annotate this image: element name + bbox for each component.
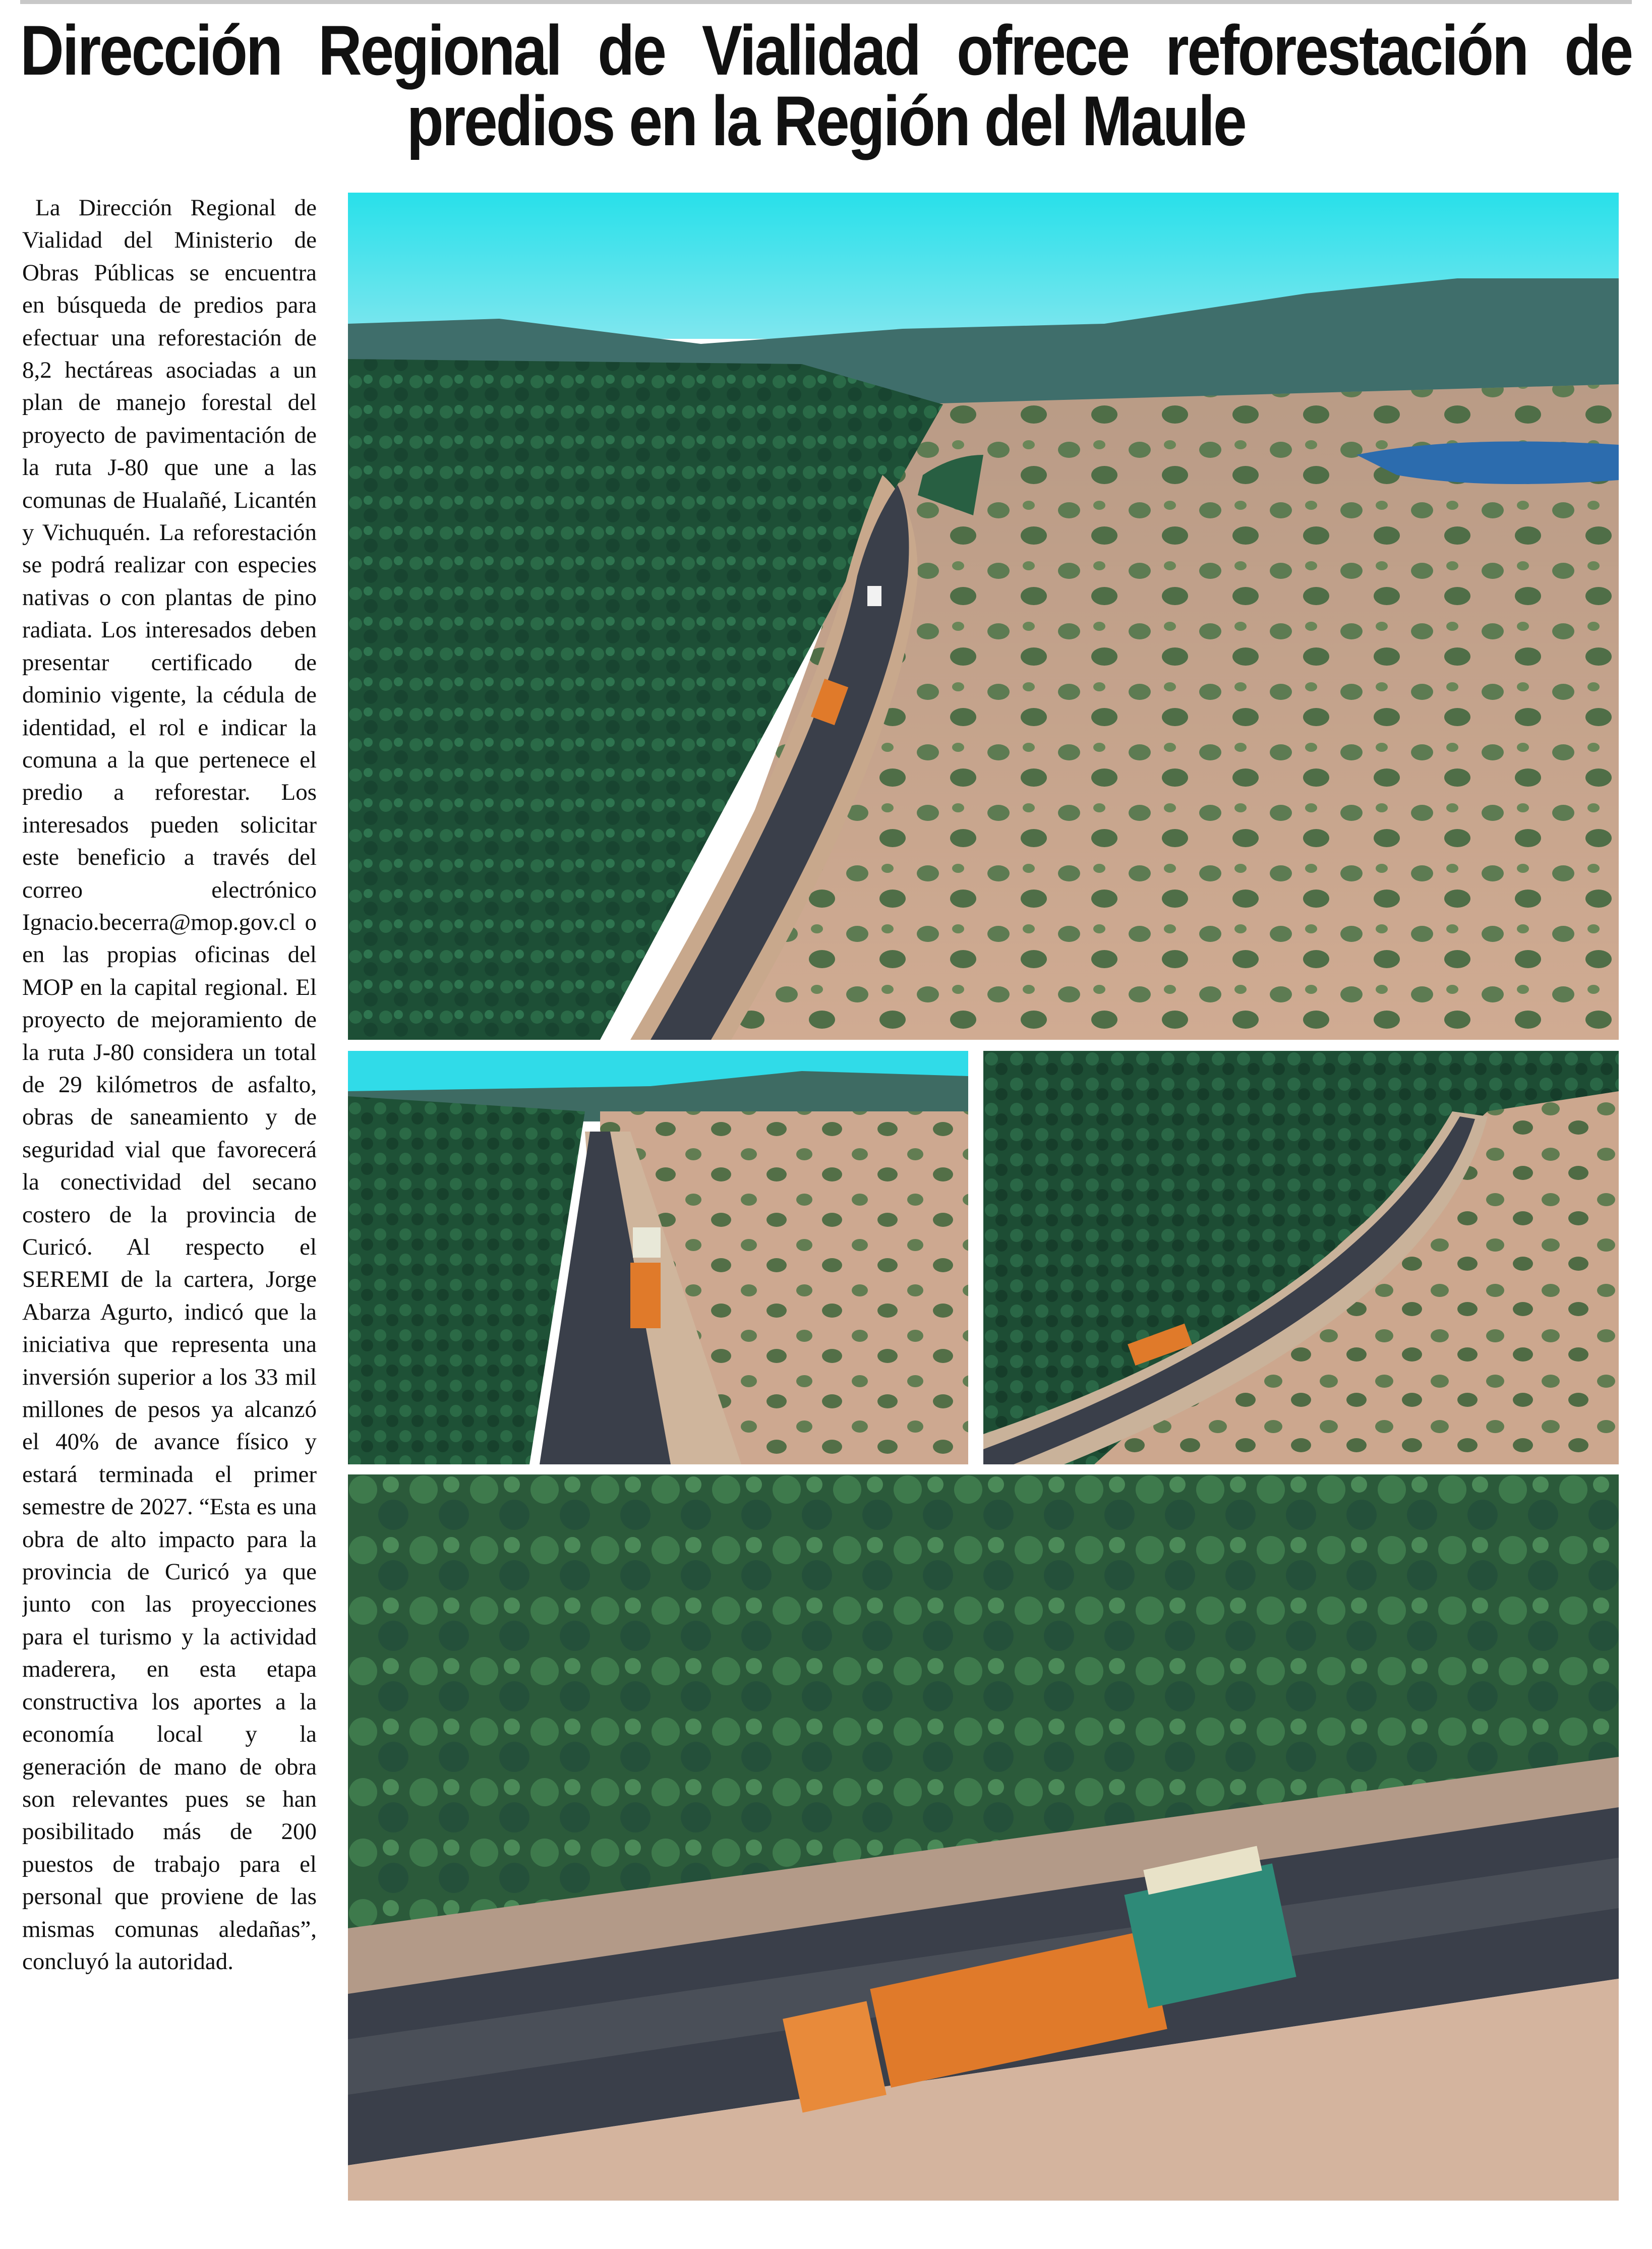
article-paragraph: La Dirección Regional de Vialidad del Ministerio de Obras Públicas se encuentra en búsqueda de predios para efectuar una reforestación de 8,2 hectáreas asociadas a un plan de manejo forestal del proyecto de pavimentación de la ruta J-80 que une a las comunas de Hualañé, Licantén y Vichuquén. La reforestación se podrá realizar con especies nativas o con plantas de pino radiata. Los interesados deben presentar certificado de dominio vigente, la cédula de identidad, el rol e indicar la comuna a la que pertenece el predio a reforestar. Los interesados pueden solicitar este beneficio a través del correo electrónico Ignacio.becerra@mop.gov.cl o en las propias oficinas del MOP en la capital regional. El proyecto de mejoramiento de la ruta J-80 considera un total de 29 kilómetros de asfalto, obras de saneamiento y de seguridad vial que favorecerá la conectividad del secano costero de la provincia de Curicó. Al respecto el SEREMI de la cartera, Jorge Abarza Agurto, indicó que la iniciativa que representa una inversión superior a los 33 mil millones de pesos ya alcanzó el 40% de avance físico y estará terminada el primer semestre de 2027. “Esta es una obra de alto impacto para la provincia de Curicó ya que junto con las proyecciones para el turismo y la actividad maderera, en esta etapa constructiva los aportes a la economía local y la generación de mano de obra son relevantes pues se han posibilitado más de 200 puestos de trabajo para el personal que proviene de las mismas comunas aledañas”, concluyó la autoridad. [22,195,317,1975]
article-body [22,192,317,2229]
paving-machine-illustration [348,1474,1619,2201]
road-works-left-illustration [348,1051,968,1464]
headline [20,11,1632,160]
truck-small [867,586,881,606]
road-works-photo-right [983,1051,1619,1464]
aerial-road-illustration [348,193,1619,1040]
headline-line-2: predios en la Región del Maule [406,81,1246,160]
paver [633,1227,661,1258]
aerial-road-photo [348,193,1619,1040]
road-works-right-illustration [983,1051,1619,1464]
top-rule [20,0,1632,4]
road-works-photo-left [348,1051,968,1464]
truck [630,1263,661,1328]
paving-machine-photo [348,1474,1619,2201]
headline-line-1: Dirección Regional de Vialidad ofrece reforestación de [20,11,1632,90]
